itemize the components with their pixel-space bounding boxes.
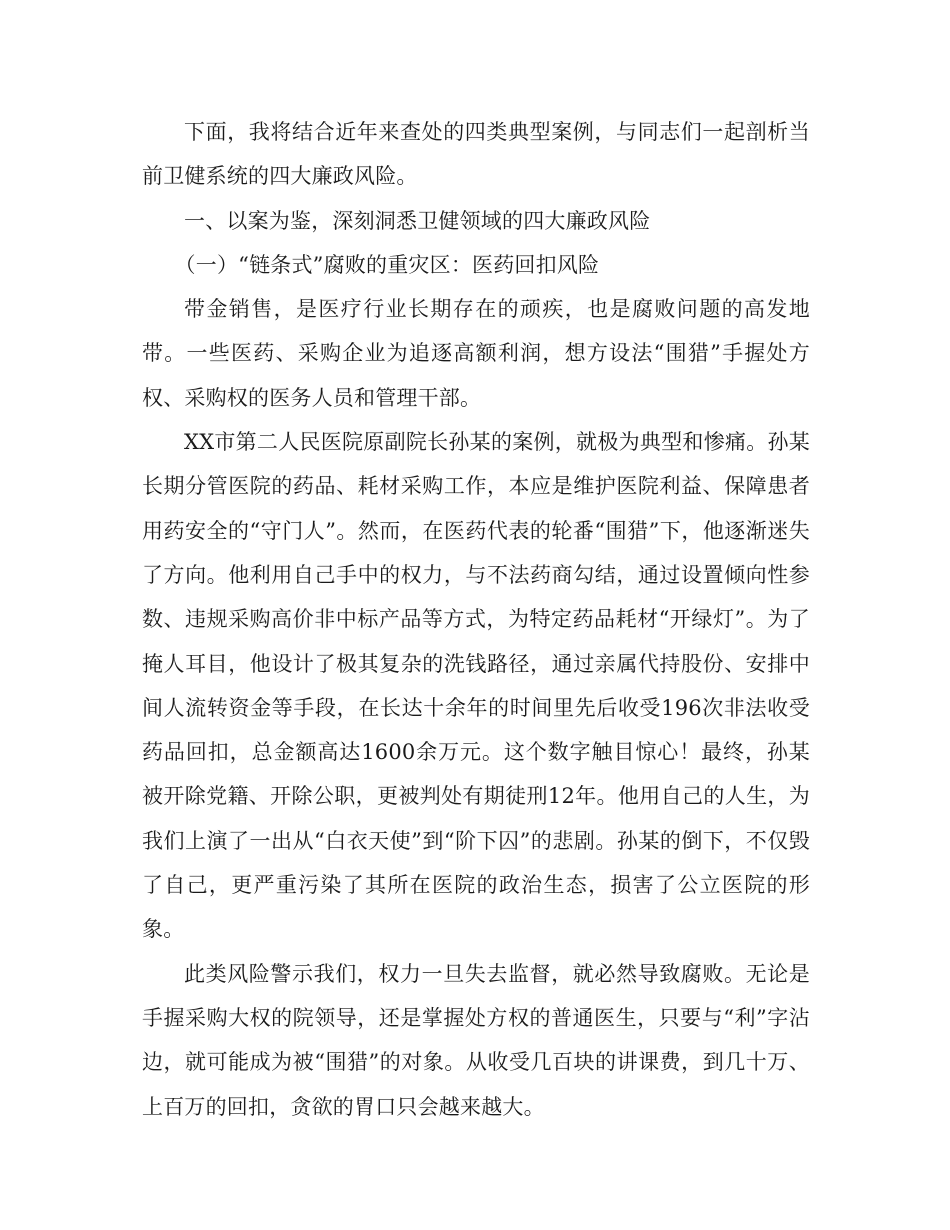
paragraph-warning: 此类风险警示我们，权力一旦失去监督，就必然导致腐败。无论是手握采购大权的院领导，还是掌握处方权的普通医生，只要与“利”字沾边，就可能成为被“围猎”的对象。从收受几百块的讲课费，到几十万、上百万的回扣，贪欲的胃口只会越来越大。 (142, 961, 810, 1119)
paragraph-case: XX市第二人民医院原副院长孙某的案例，就极为典型和惨痛。孙某长期分管医院的药品、耗材采购工作，本应是维护医院利益、保障患者用药安全的“守门人”。然而，在医药代表的轮番“围猎”下，他逐渐迷失了方向。他利用自己手中的权力，与不法药商勾结，通过设置倾向性参数、违规采购高价非中标产品等方式，为特定药品耗材“开绿灯”。为了掩人耳目，他设计了极其复杂的洗钱路径，通过亲属代持股份、安排中间人流转资金等手段，在长达十余年的时间里先后收受196次非法收受药品回扣，总金额高达1600余万元。这个数字触目惊心！最终，孙某被开除党籍、开除公职，更被判处有期徒刑12年。他用自己的人生，为我们上演了一出从“白衣天使”到“阶下囚”的悲剧。孙某的倒下，不仅毁了自己，更严重污染了其所在医院的政治生态，损害了公立医院的形象。 (142, 430, 810, 942)
document-page (142, 110, 810, 1129)
section-heading: 一、以案为鉴，深刻洞悉卫健领域的四大廉政风险 (184, 208, 651, 233)
paragraph-background: 带金销售，是医疗行业长期存在的顽疾，也是腐败问题的高发地带。一些医药、采购企业为追逐高额利润，想方设法“围猎”手握处方权、采购权的医务人员和管理干部。 (142, 297, 810, 410)
subsection-heading: （一）“链条式”腐败的重灾区：医药回扣风险 (174, 252, 600, 277)
paragraph-intro: 下面，我将结合近年来查处的四类典型案例，与同志们一起剖析当前卫健系统的四大廉政风险。 (142, 120, 810, 189)
